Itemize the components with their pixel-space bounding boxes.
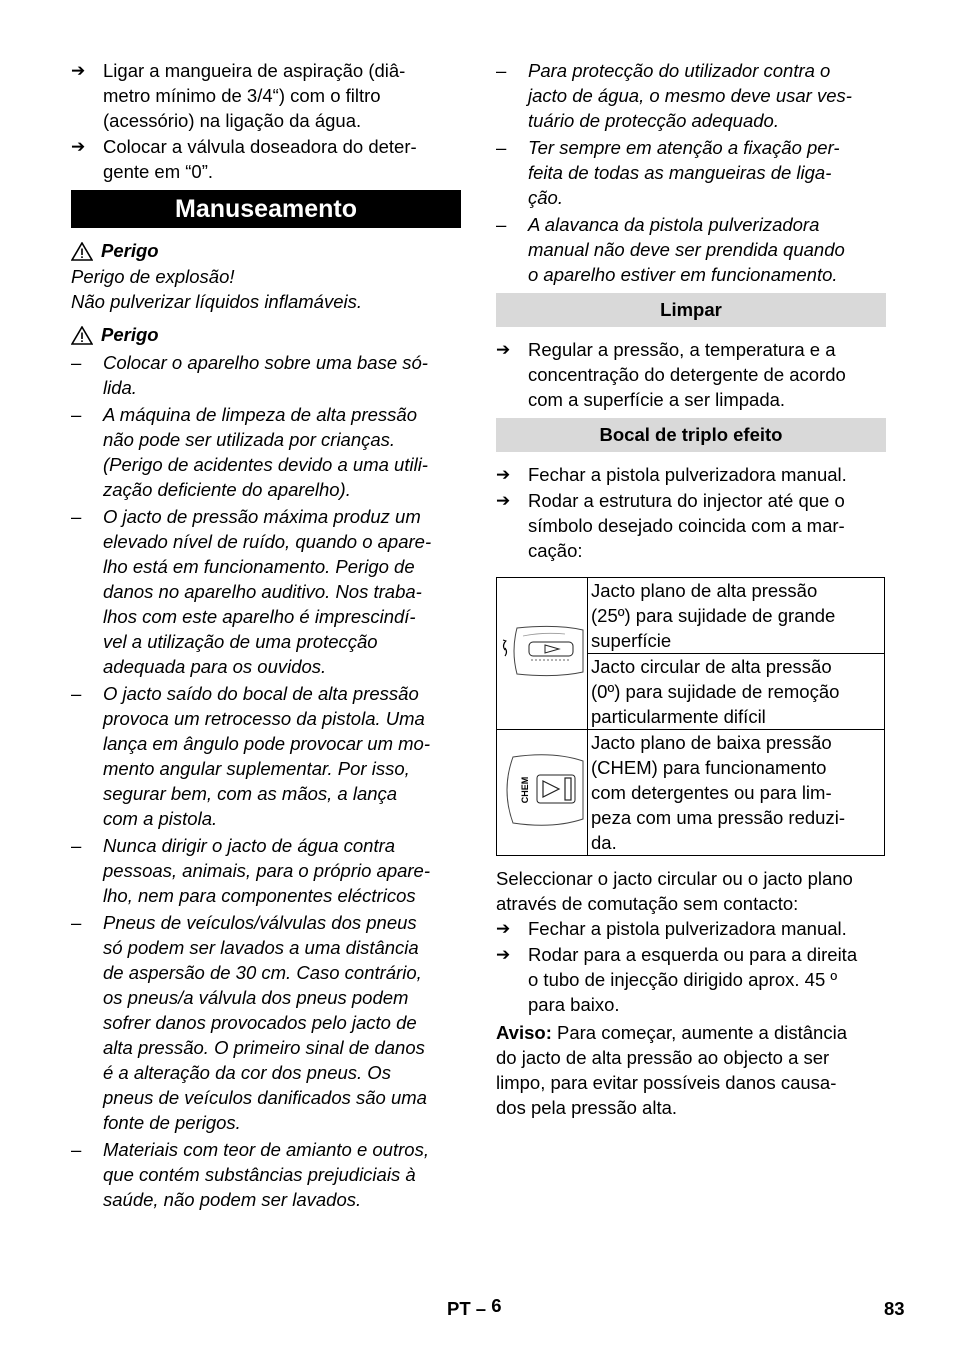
list-item: – Ter sempre em atenção a fixação per- feita de todas as mangueiras de liga- ção.: [496, 137, 840, 208]
instruction-step: ➔ Rodar para a esquerda ou para a direita o tubo de injecção dirigido aprox. 45 º para baixo.: [496, 944, 858, 1015]
list-item: – O jacto de pressão máxima produz um elevado nível de ruído, quando o apare- lho está em funcionamento. Perigo de danos no aparelho auditivo. Nos traba- lhos com este aparelho é imprescindí- vel a utilização de uma protecção adequada para os ouvidos.: [71, 506, 432, 677]
arrow-right-icon: ➔: [496, 945, 511, 964]
left-column: [71, 58, 461, 1214]
page-footer-section: [447, 1295, 502, 1320]
table-cell: Jacto plano de alta pressão (25º) para sujidade de grande superfície: [588, 578, 885, 654]
arrow-right-icon: ➔: [71, 61, 86, 80]
safety-list: [71, 350, 461, 1212]
step-text: Colocar a válvula doseadora do deter- gente em “0”.: [103, 136, 417, 182]
arrow-right-icon: ➔: [71, 137, 86, 156]
right-column: [496, 58, 886, 1120]
intro-steps: [71, 58, 461, 184]
list-item: – O jacto saído do bocal de alta pressão provoca um retrocesso da pistola. Uma lança em ângulo pode provocar um mo- mento angular suplementar. Por isso, segurar bem, com as mãos, a lança com a pistola.: [71, 683, 431, 829]
nozzle-image-cell: [497, 730, 588, 856]
list-item: – A máquina de limpeza de alta pressão não pode ser utilizada por crianças. (Perigo de acidentes devido a uma utili- zação deficiente do aparelho).: [71, 404, 428, 500]
section-heading: Manuseamento: [71, 190, 461, 228]
page-number: 83: [884, 1298, 905, 1319]
danger-notice: [71, 322, 461, 348]
table-row: [497, 730, 885, 856]
arrow-right-icon: ➔: [496, 491, 511, 510]
safety-list: [496, 58, 886, 287]
list-item: – Pneus de veículos/válvulas dos pneus só podem ser lavados a uma distância de aspersão de 30 cm. Caso contrário, os pneus/a válvula dos pneus podem sofrer danos provocados pelo jacto de alta pressão. O primeiro sinal de danos é a alteração da cor dos pneus. Os pneus de veículos danificados são uma fonte de perigos.: [71, 912, 427, 1133]
footer-language: PT: [447, 1298, 471, 1319]
list-item: – A alavanca da pistola pulverizadora manual não deve ser prendida quando o aparelho estiver em funcionamento.: [496, 214, 845, 285]
danger-label: Perigo: [101, 324, 159, 345]
danger-label: Perigo: [101, 240, 159, 261]
high-pressure-nozzle-icon: [497, 620, 587, 682]
danger-notice: [71, 238, 461, 264]
instruction-step: [71, 134, 461, 184]
table-cell: Jacto circular de alta pressão (0º) para sujidade de remoção particularmente difícil: [588, 654, 885, 730]
instruction-step: ➔ Rodar a estrutura do injector até que o símbolo desejado coincida com a mar- cação:: [496, 490, 845, 561]
footer-section-page: 6: [491, 1295, 502, 1316]
warning-triangle-icon: [71, 242, 93, 261]
instruction-step: ➔ Fechar a pistola pulverizadora manual.: [496, 464, 847, 485]
nozzle-table: [496, 577, 885, 856]
instruction-step: ➔ Fechar a pistola pulverizadora manual.: [496, 918, 847, 939]
footer-separator: –: [475, 1298, 487, 1319]
paragraph: Seleccionar o jacto circular ou o jacto plano através de comutação sem contacto:: [496, 868, 853, 914]
list-item: – Nunca dirigir o jacto de água contra pessoas, animais, para o próprio apare- lho, nem para componentes eléctricos: [71, 835, 431, 906]
step-text: Ligar a mangueira de aspiração (diâ- metro mínimo de 3/4“) com o filtro (acessório) na ligação da água.: [103, 60, 406, 131]
nozzle-image-cell: [497, 578, 588, 730]
arrow-right-icon: ➔: [496, 465, 511, 484]
subsection-heading: Bocal de triplo efeito: [496, 418, 886, 452]
table-cell: Jacto plano de baixa pressão (CHEM) para funcionamento com detergentes ou para lim- peza com uma pressão reduzi- da.: [588, 730, 885, 856]
danger-text: Perigo de explosão!: [71, 266, 235, 287]
chem-label: CHEM: [520, 776, 530, 803]
table-row: [497, 578, 885, 654]
list-item: – Colocar o aparelho sobre uma base só- lida.: [71, 352, 428, 398]
chem-nozzle-icon: [497, 745, 587, 835]
arrow-right-icon: ➔: [496, 340, 511, 359]
danger-text: Não pulverizar líquidos inflamáveis.: [71, 291, 362, 312]
arrow-right-icon: ➔: [496, 919, 511, 938]
notice-paragraph: [496, 1020, 886, 1120]
warning-triangle-icon: [71, 326, 93, 345]
notice-text: Para começar, aumente a distância do jacto de alta pressão ao objecto a ser limpo, para evitar possíveis danos causa- dos pela pressão alta.: [496, 1022, 847, 1118]
list-item: – Materiais com teor de amianto e outros, que contém substâncias prejudiciais à saúde, não podem ser lavados.: [71, 1139, 429, 1210]
instruction-step: ➔ Regular a pressão, a temperatura e a concentração do detergente de acordo com a superfície a ser limpada.: [496, 339, 846, 410]
notice-label: Aviso:: [496, 1022, 552, 1043]
subsection-heading: Limpar: [496, 293, 886, 327]
instruction-step: [71, 58, 461, 133]
list-item: – Para protecção do utilizador contra o jacto de água, o mesmo deve usar ves- tuário de protecção adequado.: [496, 60, 852, 131]
